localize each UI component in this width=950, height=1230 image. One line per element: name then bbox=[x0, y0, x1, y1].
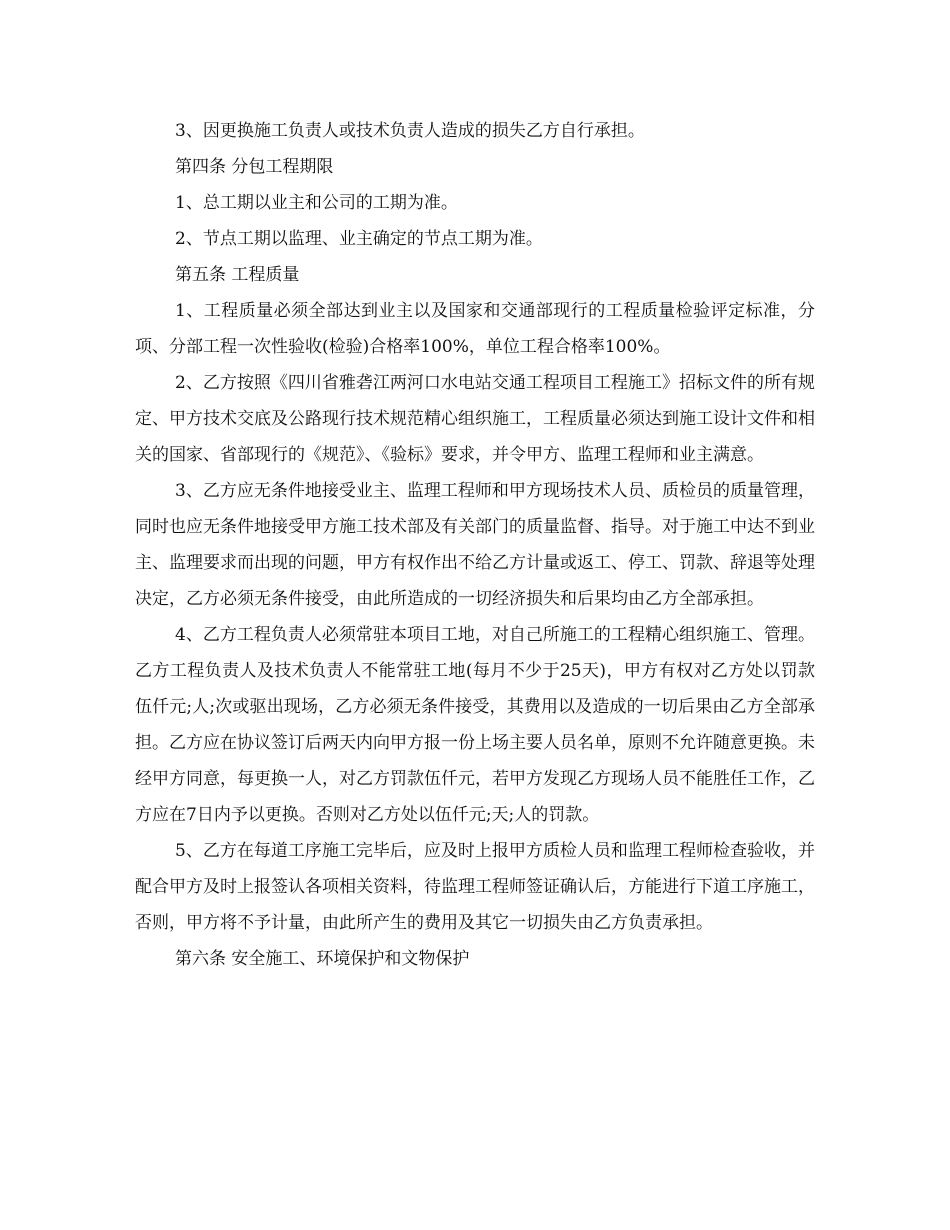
article-5-heading: 第五条 工程质量 bbox=[175, 265, 300, 285]
article-6-heading: 第六条 安全施工、环境保护和文物保护 bbox=[175, 949, 470, 969]
paragraph-4-2: 2、节点工期以监理、业主确定的节点工期为准。 bbox=[175, 229, 543, 249]
document-body bbox=[135, 113, 815, 977]
paragraph-4-1: 1、总工期以业主和公司的工期为准。 bbox=[175, 193, 458, 213]
paragraph-5-2: 2、乙方按照《四川省雅砻江两河口水电站交通工程项目工程施工》招标文件的所有规定、甲方技术交底及公路现行技术规范精心组织施工，工程质量必须达到施工设计文件和相关的国家、省部现行的《规范》、《验标》要求，并令甲方、监理工程师和业主满意。 bbox=[135, 373, 815, 465]
paragraph-5-4: 4、乙方工程负责人必须常驻本项目工地，对自己所施工的工程精心组织施工、管理。乙方工程负责人及技术负责人不能常驻工地(每月不少于25天)，甲方有权对乙方处以罚款伍仟元;人;次或驱出现场，乙方必须无条件接受，其费用以及造成的一切后果由乙方全部承担。乙方应在协议签订后两天内向甲方报一份上场主要人员名单，原则不允许随意更换。未经甲方同意，每更换一人，对乙方罚款伍仟元，若甲方发现乙方现场人员不能胜任工作，乙方应在7日内予以更换。否则对乙方处以伍仟元;天;人的罚款。 bbox=[135, 625, 815, 825]
article-4-heading: 第四条 分包工程期限 bbox=[175, 157, 334, 177]
paragraph-5-5: 5、乙方在每道工序施工完毕后，应及时上报甲方质检人员和监理工程师检查验收，并配合甲方及时上报签认各项相关资料，待监理工程师签证确认后，方能进行下道工序施工，否则，甲方将不予计量，由此所产生的费用及其它一切损失由乙方负责承担。 bbox=[135, 841, 815, 933]
paragraph-5-3: 3、乙方应无条件地接受业主、监理工程师和甲方现场技术人员、质检员的质量管理，同时也应无条件地接受甲方施工技术部及有关部门的质量监督、指导。对于施工中达不到业主、监理要求而出现的问题，甲方有权作出不给乙方计量或返工、停工、罚款、辞退等处理决定，乙方必须无条件接受，由此所造成的一切经济损失和后果均由乙方全部承担。 bbox=[135, 481, 815, 609]
paragraph-5-1: 1、工程质量必须全部达到业主以及国家和交通部现行的工程质量检验评定标准，分项、分部工程一次性验收(检验)合格率100%，单位工程合格率100%。 bbox=[135, 301, 815, 357]
paragraph-3-1: 3、因更换施工负责人或技术负责人造成的损失乙方自行承担。 bbox=[175, 121, 645, 141]
